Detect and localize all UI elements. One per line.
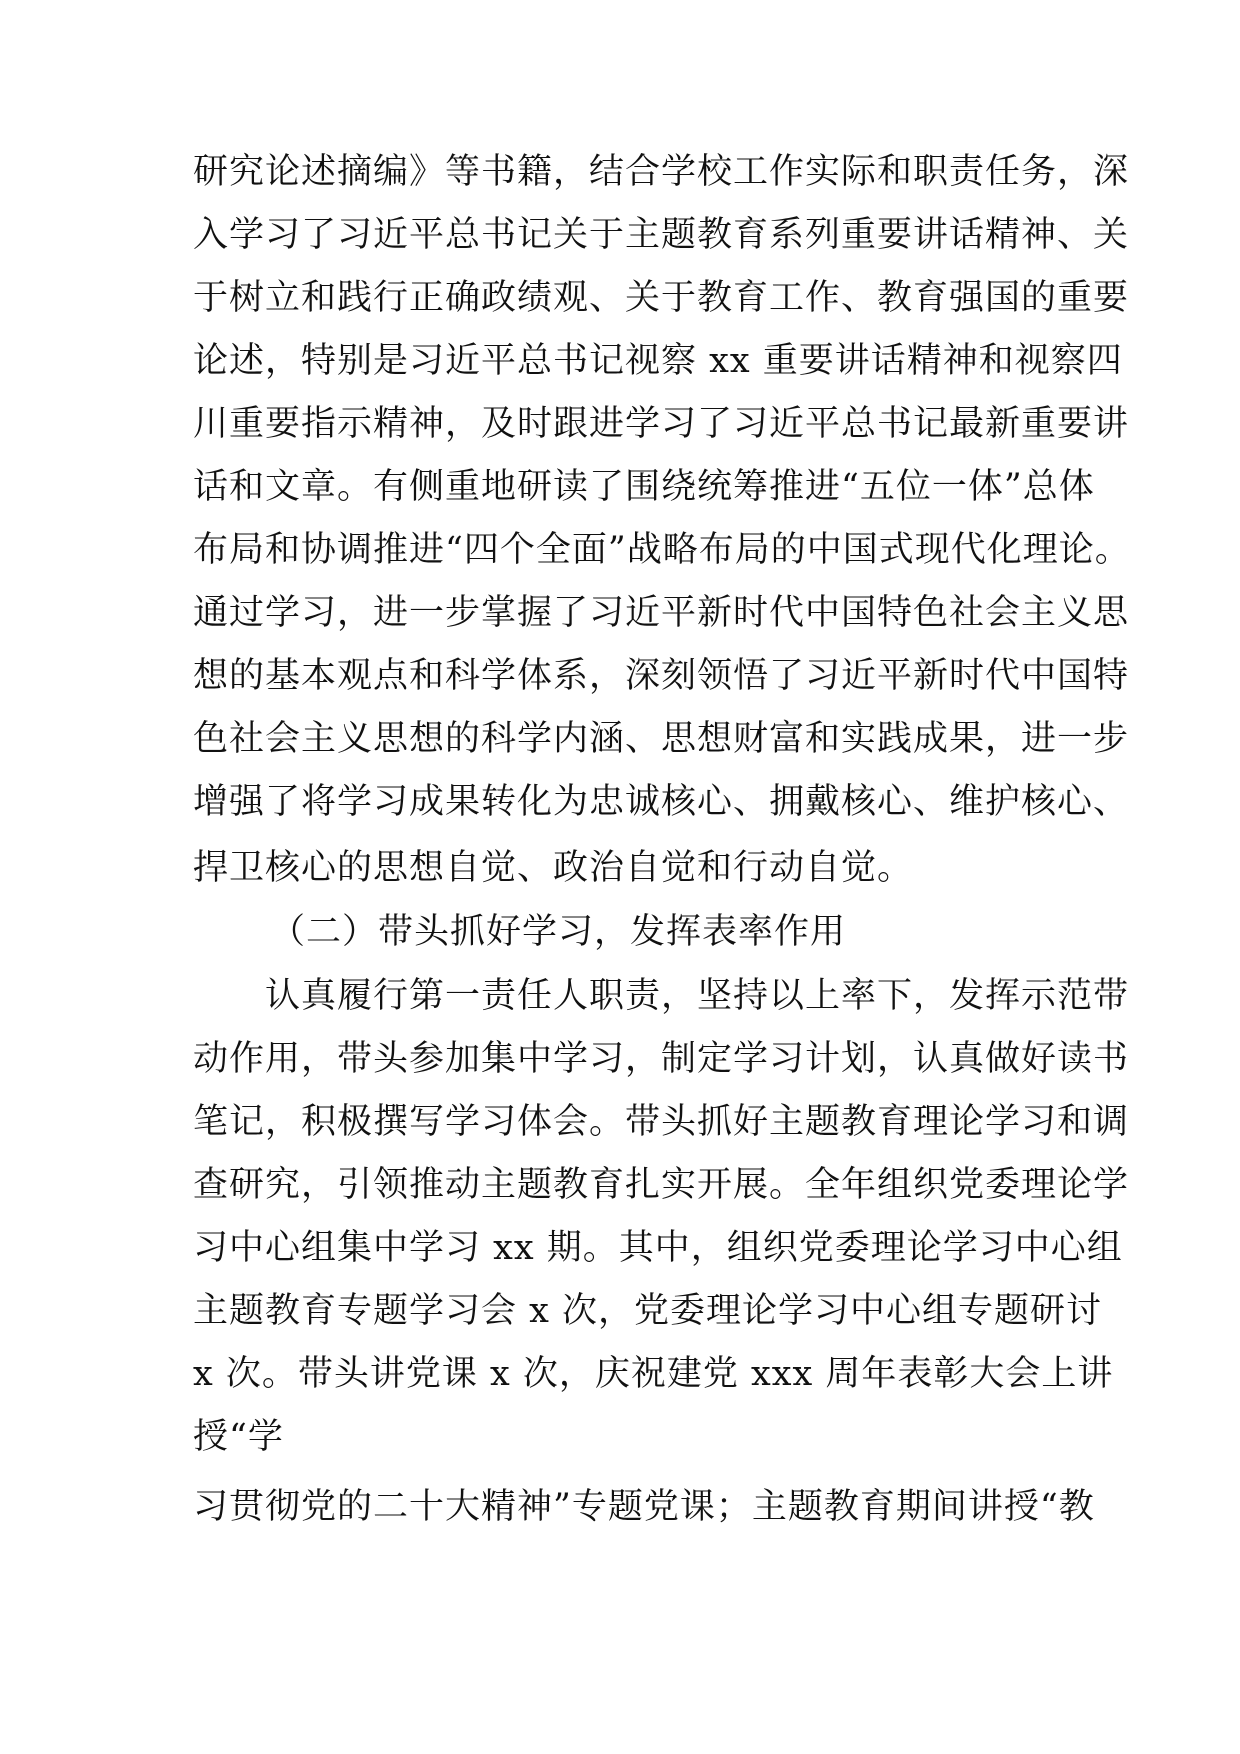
body-text-line: 捍卫核心的思想自觉、政治自觉和行动自觉。 [193,848,914,888]
body-text-line: 想的基本观点和科学体系，深刻领悟了习近平新时代中国特 [193,656,1130,696]
body-text-line: 主题教育专题学习会 x 次，党委理论学习中心组专题研讨 [193,1291,1102,1331]
body-text-line: 增强了将学习成果转化为忠诚核心、拥戴核心、维护核心、 [193,782,1130,822]
section-heading: （二）带头抓好学习，发挥表率作用 [270,912,847,952]
body-text-line: 研究论述摘编》等书籍，结合学校工作实际和职责任务，深 [193,152,1130,192]
body-text-line: 授“学 [193,1417,284,1457]
body-text-line: 笔记，积极撰写学习体会。带头抓好主题教育理论学习和调 [193,1102,1130,1142]
body-text-line: 认真履行第一责任人职责，坚持以上率下，发挥示范带 [265,976,1130,1016]
body-text-line: 入学习了习近平总书记关于主题教育系列重要讲话精神、关 [193,215,1130,255]
body-text-line: 习中心组集中学习 xx 期。其中，组织党委理论学习中心组 [193,1228,1123,1268]
body-text-line: x 次。带头讲党课 x 次，庆祝建党 xxx 周年表彰大会上讲 [193,1354,1114,1394]
body-text-line: 川重要指示精神，及时跟进学习了习近平总书记最新重要讲 [193,404,1130,444]
body-text-line: 动作用，带头参加集中学习，制定学习计划，认真做好读书 [193,1039,1130,1079]
body-text-line: 于树立和践行正确政绩观、关于教育工作、教育强国的重要 [193,278,1130,318]
body-text-line: 色社会主义思想的科学内涵、思想财富和实践成果，进一步 [193,719,1130,759]
body-text-line: 查研究，引领推动主题教育扎实开展。全年组织党委理论学 [193,1165,1130,1205]
body-text-line: 论述，特别是习近平总书记视察 xx 重要讲话精神和视察四 [193,341,1123,381]
body-text-line: 布局和协调推进“四个全面”战略布局的中国式现代化理论。 [193,530,1131,570]
body-text-line: 通过学习，进一步掌握了习近平新时代中国特色社会主义思 [193,593,1130,633]
body-text-line: 话和文章。有侧重地研读了围绕统筹推进“五位一体”总体 [193,467,1095,507]
body-text-line: 习贯彻党的二十大精神”专题党课；主题教育期间讲授“教 [193,1487,1095,1527]
